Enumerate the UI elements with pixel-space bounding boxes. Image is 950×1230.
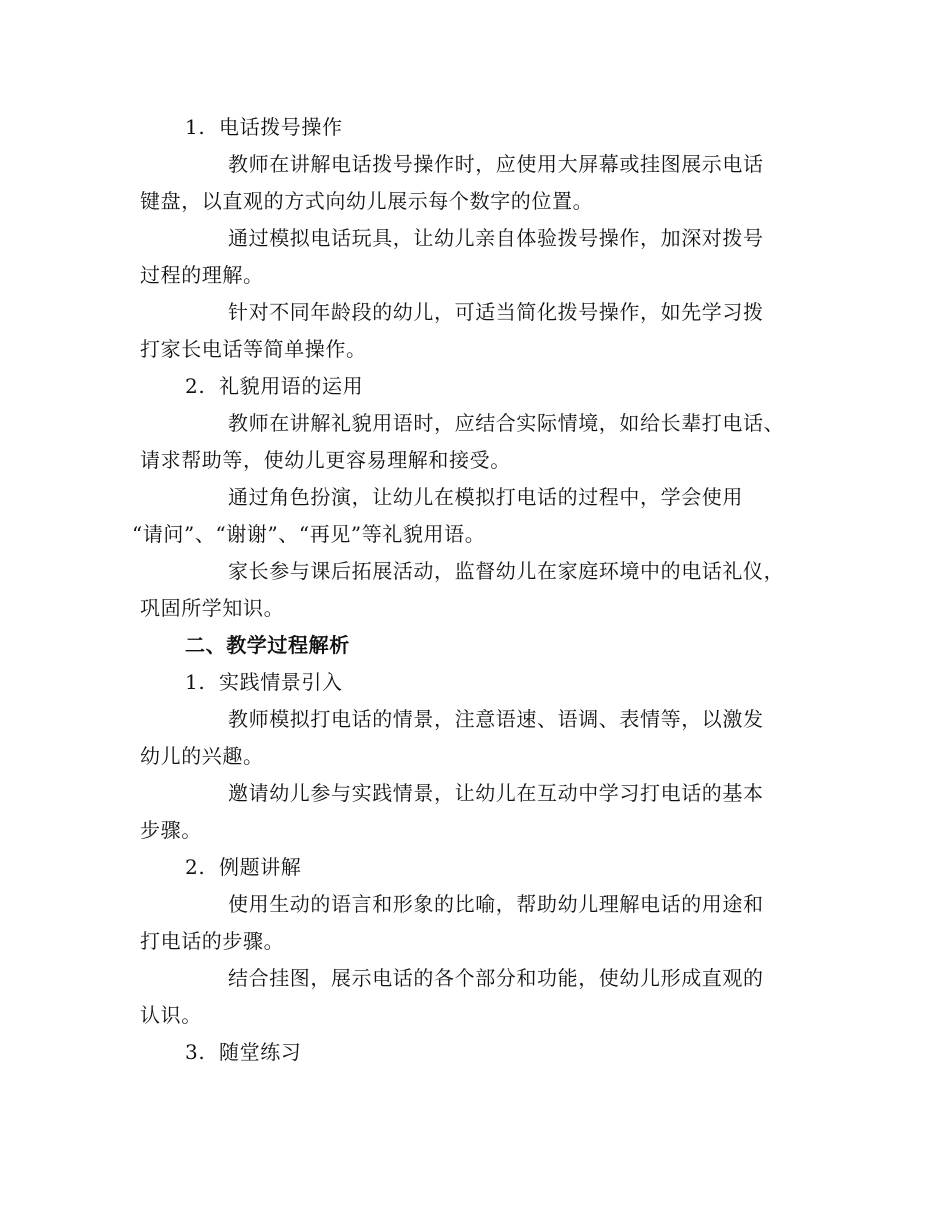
paragraph-line: 过程的理解。 [140,263,264,287]
subsection-heading [185,854,301,880]
paragraph-line: 打电话的步骤。 [140,929,285,953]
paragraph-line: 通过角色扮演，让幼儿在模拟打电话的过程中，学会使用 [228,485,743,509]
paragraph-line: 通过模拟电话玩具，让幼儿亲自体验拨号操作，加深对拨号 [228,226,764,250]
heading-text: 电话拨号操作 [219,115,343,139]
paragraph-line: 结合挂图，展示电话的各个部分和功能，使幼儿形成直观的 [228,966,764,990]
heading-text: 实践情景引入 [219,670,343,694]
paragraph-line: 家长参与课后拓展活动，监督幼儿在家庭环境中的电话礼仪， [228,559,785,583]
heading-text: 礼貌用语的运用 [219,374,364,398]
section-title: 二、教学过程解析 [185,633,350,657]
subsection-heading [185,114,343,140]
subsection-heading [185,373,363,399]
heading-text: 例题讲解 [219,855,302,879]
paragraph-line: 打家长电话等简单操作。 [140,337,367,361]
list-number: 1. [185,670,206,694]
list-number: 2. [185,374,206,398]
heading-text: 随堂练习 [219,1040,302,1064]
paragraph-line: 键盘，以直观的方式向幼儿展示每个数字的位置。 [140,189,594,213]
subsection-heading [185,669,343,695]
paragraph-line: 步骤。 [140,818,202,842]
paragraph-line: 认识。 [140,1003,202,1027]
list-number: 3. [185,1040,206,1064]
paragraph-line: 针对不同年龄段的幼儿，可适当简化拨号操作，如先学习拨 [228,300,764,324]
paragraph-line: 教师模拟打电话的情景，注意语速、语调、表情等，以激发 [228,707,764,731]
list-number: 1. [185,115,206,139]
paragraph-line: 请求帮助等，使幼儿更容易理解和接受。 [140,448,511,472]
list-number: 2. [185,855,206,879]
paragraph-line: 幼儿的兴趣。 [140,744,264,768]
subsection-heading [185,1039,301,1065]
paragraph-line: “请问”、“谢谢”、“再见”等礼貌用语。 [132,522,486,546]
paragraph-line: 邀请幼儿参与实践情景，让幼儿在互动中学习打电话的基本 [228,781,764,805]
paragraph-line: 教师在讲解礼貌用语时，应结合实际情境，如给长辈打电话、 [228,411,785,435]
paragraph-line: 巩固所学知识。 [140,596,285,620]
paragraph-line: 教师在讲解电话拨号操作时，应使用大屏幕或挂图展示电话 [228,152,764,176]
paragraph-line: 使用生动的语言和形象的比喻，帮助幼儿理解电话的用途和 [228,892,764,916]
